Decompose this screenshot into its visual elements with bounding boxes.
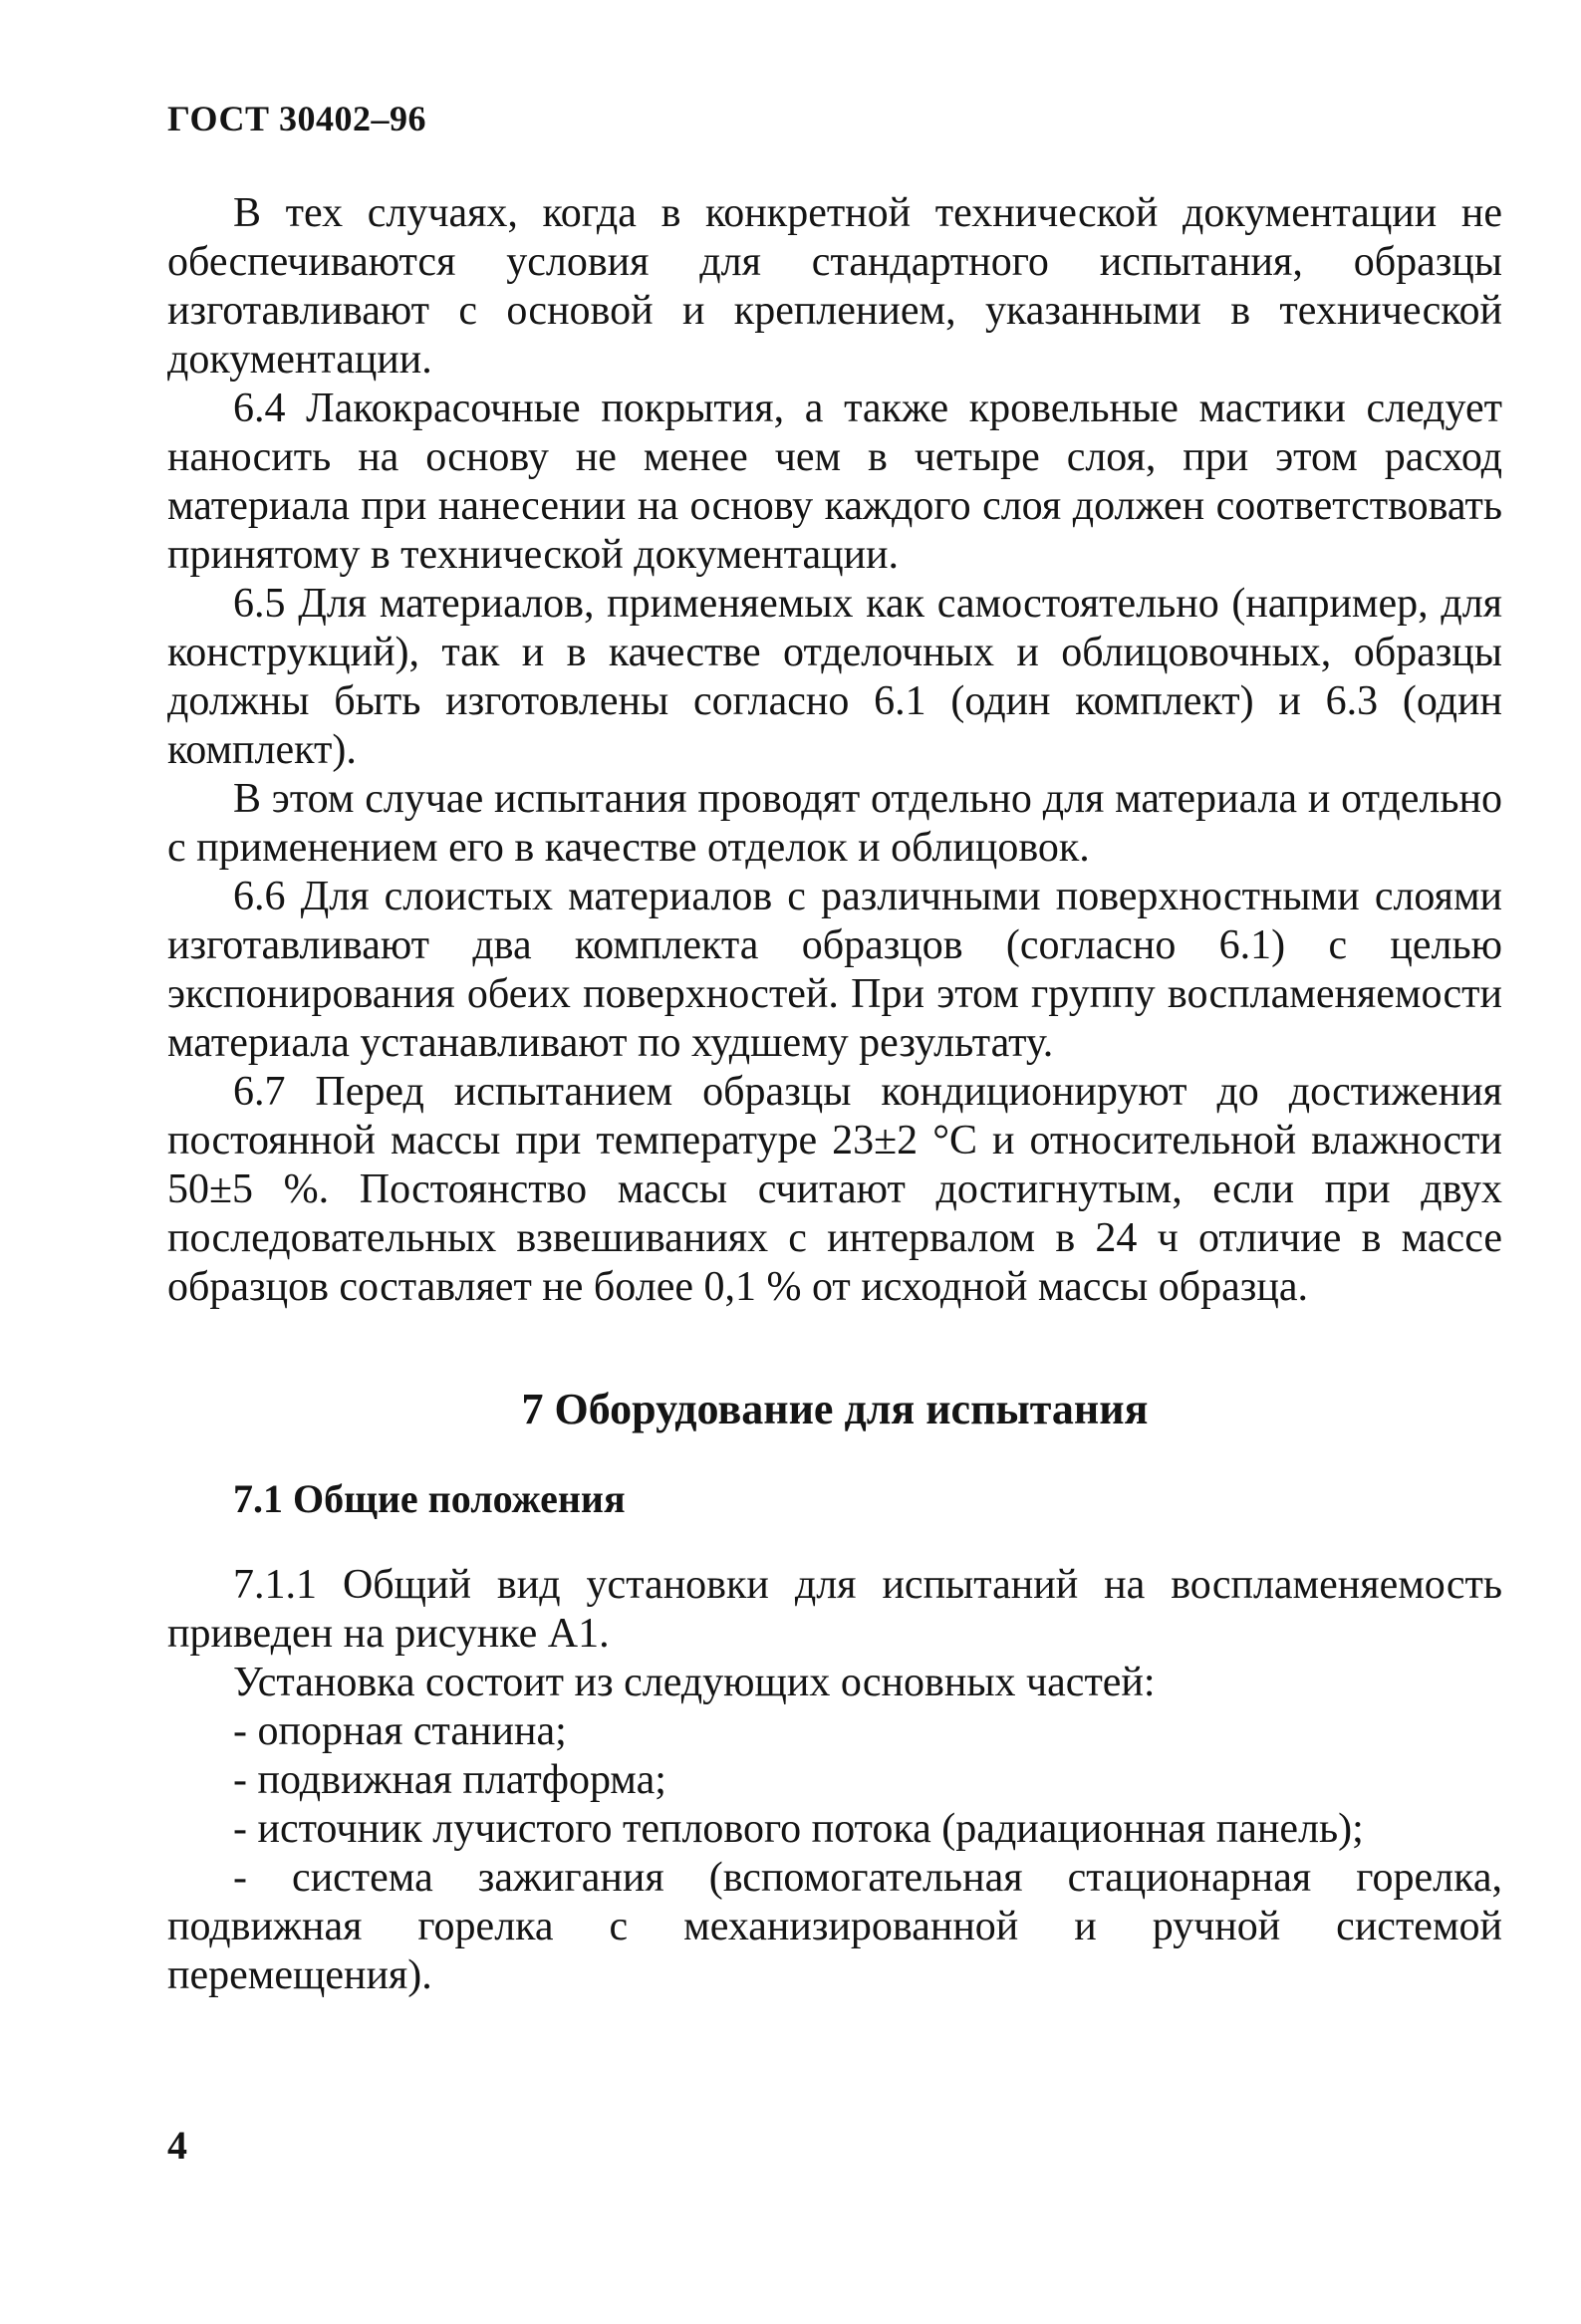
list-item: - подвижная платформа; — [233, 1757, 666, 1803]
paragraph-6-5: 6.5 Для материалов, применяемых как самостоятельно (например, для конструкций), так и в качестве отделочных и облицовочных, образцы должны быть изготовлены согласно 6.1 (один комплект) и 6.3 (один комплект). — [167, 581, 1502, 773]
paragraph-6-5-note: В этом случае испытания проводят отдельно для материала и отдельно с применением его в качестве отделок и облицовок. — [167, 776, 1502, 871]
list-item: - опорная станина; — [233, 1708, 567, 1754]
document-code-header: ГОСТ 30402–96 — [167, 99, 426, 138]
paragraph-components-intro: Установка состоит из следующих основных частей: — [233, 1660, 1156, 1705]
paragraph-6-7: 6.7 Перед испытанием образцы кондиционируют до достижения постоянной массы при температуре 23±2 °С и относительной влажности 50±5 %. Постоянство массы считают достигнутым, если при двух последовательных взвешиваниях с интервалом в 24 ч отличие в массе образцов составляет не более 0,1 % от исходной массы образца. — [167, 1069, 1502, 1310]
components-list — [167, 1707, 1502, 2000]
page-content — [167, 189, 1502, 2000]
list-item: - источник лучистого теплового потока (радиационная панель); — [233, 1806, 1364, 1852]
section-title: 7 Оборудование для испытания — [521, 1385, 1149, 1433]
page-number: 4 — [167, 2123, 187, 2168]
paragraph-7-1-1: 7.1.1 Общий вид установки для испытаний на воспламеняемость приведен на рисунке А1. — [167, 1562, 1502, 1657]
paragraph-intro: В тех случаях, когда в конкретной технической документации не обеспечиваются условия для стандартного испытания, образцы изготавливают с основой и креплением, указанными в технической документации. — [167, 190, 1502, 383]
list-item: - система зажигания (вспомогательная стационарная горелка, подвижная горелка с механизированной и ручной системой перемещения). — [167, 1855, 1502, 1998]
paragraph-6-4: 6.4 Лакокрасочные покрытия, а также кровельные мастики следует наносить на основу не менее чем в четыре слоя, при этом расход материала при нанесении на основу каждого слоя должен соответствовать принятому в технической документации. — [167, 386, 1502, 578]
paragraph-6-6: 6.6 Для слоистых материалов с различными поверхностными слоями изготавливают два комплекта образцов (согласно 6.1) с целью экспонирования обеих поверхностей. При этом группу воспламеняемости материала устанавливают по худшему результату. — [167, 874, 1502, 1066]
subsection-title: 7.1 Общие положения — [233, 1476, 626, 1521]
